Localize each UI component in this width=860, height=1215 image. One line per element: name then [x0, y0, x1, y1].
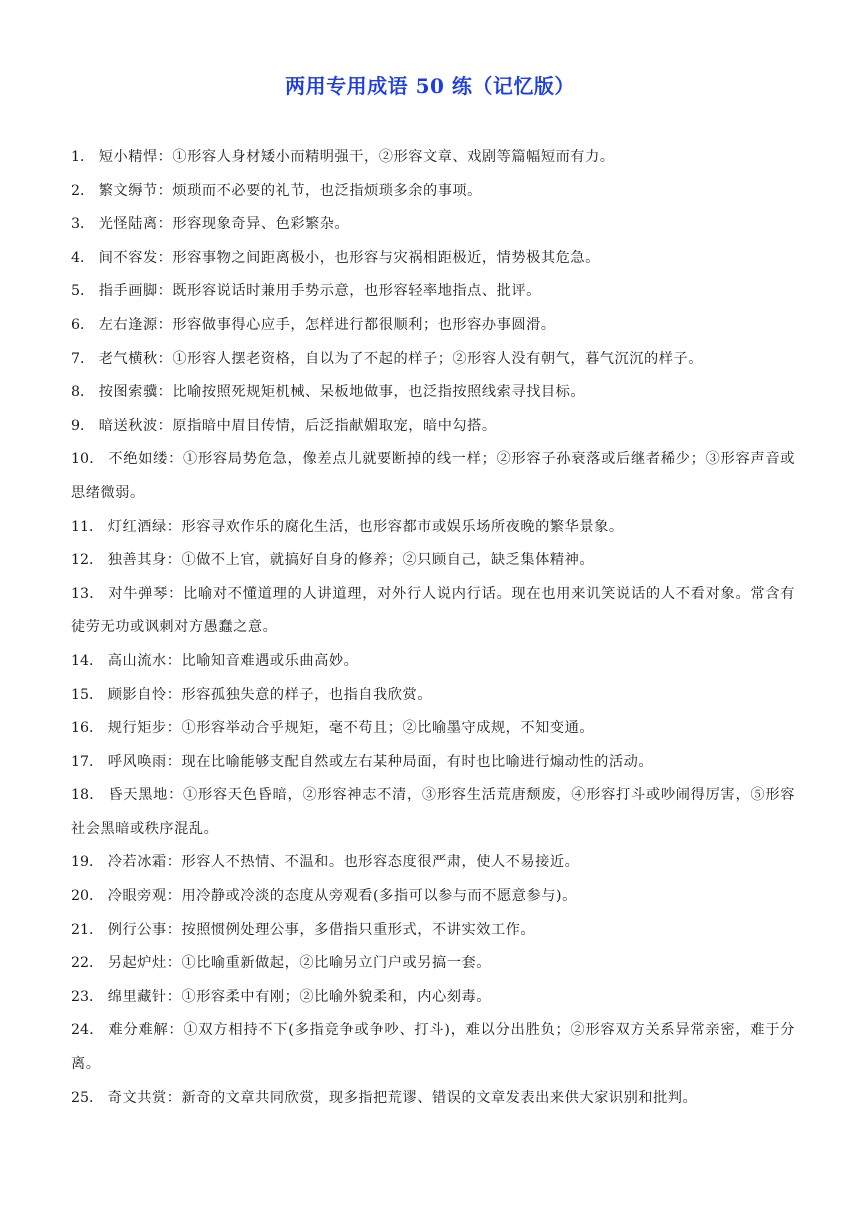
entry-text: 短小精悍：①形容人身材矮小而精明强干，②形容文章、戏剧等篇幅短而有力。: [98, 149, 615, 165]
idiom-list: [71, 141, 795, 1115]
entry-number: 19．: [71, 854, 104, 871]
entry-text: 对牛弹琴：比喻对不懂道理的人讲道理，对外行人说内行话。现在也用来讥笑说话的人不看对象。常含有徒劳无功或讽刺对方愚蠢之意。: [71, 585, 796, 636]
entry-number: 8．: [71, 384, 95, 401]
list-item: [71, 175, 795, 209]
entry-number: 6．: [71, 316, 95, 333]
entry-text: 冷若冰霜：形容人不热情、不温和。也形容态度很严肃，使人不易接近。: [107, 854, 580, 871]
entry-number: 1．: [71, 149, 95, 165]
entry-text: 暗送秋波：原指暗中眉目传情，后泛指献媚取宠，暗中勾搭。: [98, 417, 497, 434]
entry-number: 23．: [71, 988, 104, 1005]
entry-number: 10．: [71, 451, 104, 468]
entry-text: 例行公事：按照惯例处理公事，多借指只重形式，不讲实效工作。: [107, 921, 536, 938]
entry-number: 17．: [71, 753, 104, 770]
entry-text: 按图索骥：比喻按照死规矩机械、呆板地做事，也泛指按照线索寻找目标。: [98, 384, 586, 401]
entry-text: 独善其身：①做不上官，就搞好自身的修养；②只顾自己，缺乏集体精神。: [107, 552, 595, 569]
entry-text: 昏天黑地：①形容天色昏暗，②形容神志不清，③形容生活荒唐颓废，④形容打斗或吵闹得厉害，⑤形容社会黑暗或秩序混乱。: [71, 787, 796, 837]
list-item: [71, 578, 795, 645]
page-title: 两用专用成语 50 练（记忆版）: [285, 74, 575, 98]
list-item: [71, 208, 795, 242]
list-item: [71, 746, 795, 780]
entry-text: 冷眼旁观：用冷静或冷淡的态度从旁观看(多指可以参与而不愿意参与)。: [107, 888, 577, 905]
list-item: [71, 511, 795, 545]
list-item: [71, 443, 795, 510]
entry-number: 21．: [71, 921, 104, 938]
list-item: [71, 679, 795, 713]
list-item: [71, 343, 795, 377]
entry-number: 2．: [71, 182, 95, 199]
list-item: [71, 376, 795, 410]
list-item: [71, 712, 795, 746]
entry-text: 呼风唤雨：现在比喻能够支配自然或左右某种局面，有时也比喻进行煽动性的活动。: [107, 753, 654, 770]
list-item: [71, 410, 795, 444]
entry-text: 另起炉灶：①比喻重新做起，②比喻另立门户或另搞一套。: [107, 955, 491, 972]
entry-number: 5．: [71, 283, 95, 300]
list-item: [71, 779, 795, 846]
entry-text: 指手画脚：既形容说话时兼用手势示意，也形容轻率地指点、批评。: [98, 283, 541, 300]
list-item: [71, 141, 795, 175]
entry-text: 顾影自怜：形容孤独失意的样子，也指自我欣赏。: [107, 686, 432, 703]
list-item: [71, 846, 795, 880]
entry-number: 20．: [71, 888, 104, 905]
entry-number: 9．: [71, 417, 95, 434]
list-item: [71, 275, 795, 309]
entry-text: 高山流水：比喻知音难遇或乐曲高妙。: [107, 652, 359, 669]
list-item: [71, 544, 795, 578]
entry-number: 3．: [71, 216, 95, 233]
entry-text: 间不容发：形容事物之间距离极小，也形容与灾祸相距极近，情势极其危急。: [98, 249, 600, 266]
entry-text: 不绝如缕：①形容局势危急，像差点儿就要断掉的线一样；②形容子孙衰落或后继者稀少；③形容声音或思绪微弱。: [71, 451, 796, 501]
entry-number: 24．: [71, 1022, 104, 1039]
list-item: [71, 914, 795, 948]
entry-number: 25．: [71, 1089, 104, 1106]
entry-number: 16．: [71, 720, 104, 737]
entry-text: 难分难解：①双方相持不下(多指竞争或争吵、打斗)，难以分出胜负；②形容双方关系异常亲密，难于分离。: [71, 1022, 795, 1073]
list-item: [71, 880, 795, 914]
entry-text: 奇文共赏：新奇的文章共同欣赏，现多指把荒谬、错误的文章发表出来供大家识别和批判。: [107, 1089, 698, 1106]
entry-number: 22．: [71, 955, 104, 972]
entry-text: 老气横秋：①形容人摆老资格，自以为了不起的样子；②形容人没有朝气，暮气沉沉的样子。: [98, 350, 703, 367]
list-item: [71, 242, 795, 276]
entry-number: 12．: [71, 552, 104, 569]
list-item: [71, 1014, 795, 1081]
entry-text: 绵里藏针：①形容柔中有刚；②比喻外貌柔和，内心刻毒。: [107, 988, 491, 1005]
entry-number: 14．: [71, 652, 104, 669]
list-item: [71, 309, 795, 343]
entry-number: 15．: [71, 686, 104, 703]
entry-number: 4．: [71, 249, 95, 266]
entry-number: 7．: [71, 350, 95, 367]
entry-number: 18．: [71, 787, 104, 804]
list-item: [71, 947, 795, 981]
list-item: [71, 981, 795, 1015]
entry-text: 灯红酒绿：形容寻欢作乐的腐化生活，也形容都市或娱乐场所夜晚的繁华景象。: [107, 518, 624, 535]
list-item: [71, 645, 795, 679]
entry-text: 光怪陆离：形容现象奇异、色彩繁杂。: [98, 216, 350, 233]
entry-number: 11．: [71, 518, 104, 535]
entry-text: 繁文缛节：烦琐而不必要的礼节，也泛指烦琐多余的事项。: [98, 182, 482, 199]
entry-number: 13．: [71, 585, 104, 602]
list-item: [71, 1082, 795, 1116]
entry-text: 规行矩步：①形容举动合乎规矩，毫不苟且；②比喻墨守成规，不知变通。: [107, 720, 595, 737]
entry-text: 左右逢源：形容做事得心应手，怎样进行都很顺利；也形容办事圆滑。: [98, 316, 556, 333]
